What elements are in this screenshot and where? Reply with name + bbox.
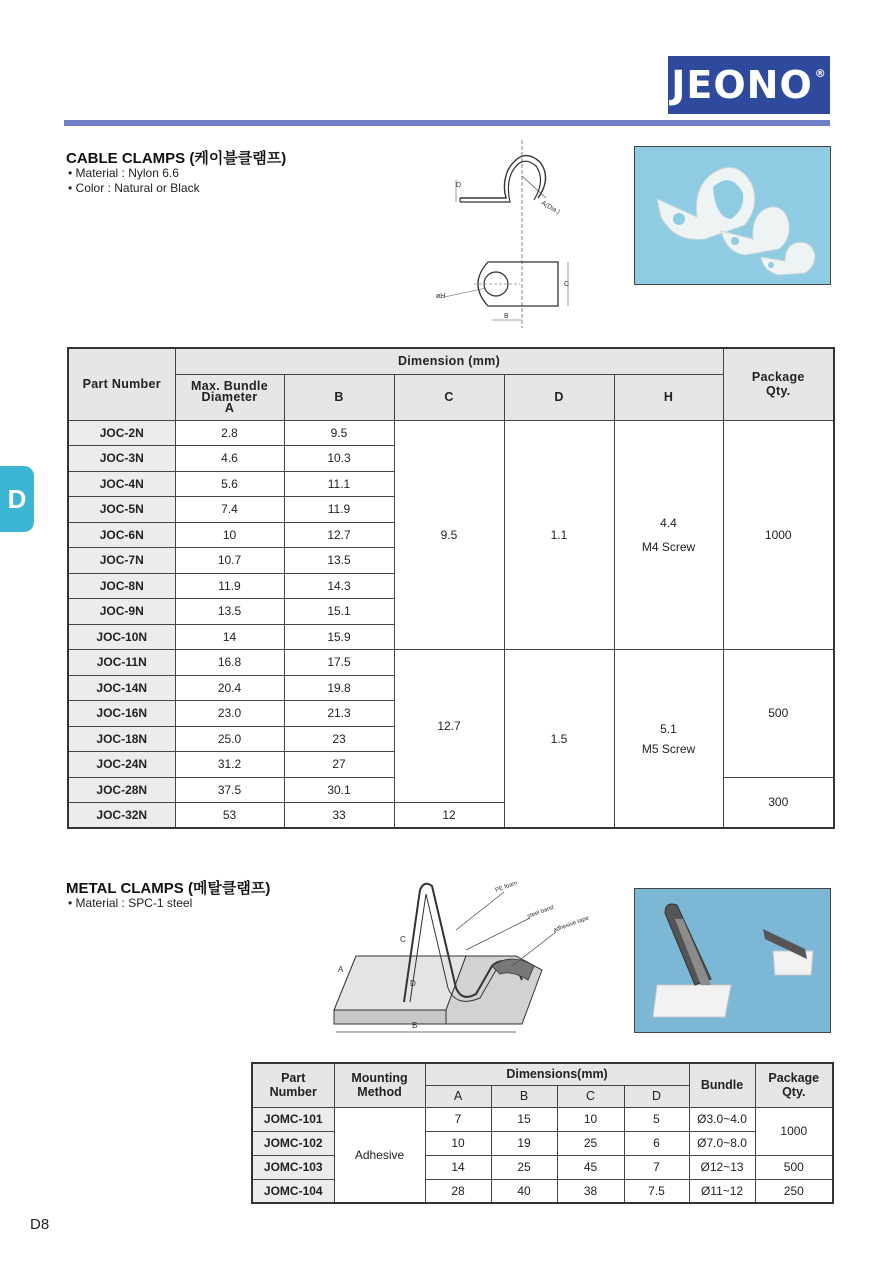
cell-a: 20.4	[175, 675, 284, 701]
cell-b: 17.5	[284, 650, 394, 676]
header-b: B	[284, 374, 394, 420]
header-part-line2: Number	[269, 1085, 317, 1100]
part-number: JOC-18N	[68, 726, 175, 752]
part-number: JOC-6N	[68, 522, 175, 548]
cell-d-group1: 1.1	[504, 420, 614, 650]
cell-a: 10.7	[175, 548, 284, 574]
part-number: JOC-16N	[68, 701, 175, 727]
cell-b: 15.9	[284, 624, 394, 650]
cell-c: 38	[557, 1179, 624, 1203]
cell-bundle: Ø7.0~8.0	[689, 1131, 755, 1155]
metal-clamps-table	[251, 1062, 834, 1204]
cell-b: 12.7	[284, 522, 394, 548]
cell-pkg-group3: 300	[723, 777, 834, 828]
header-part-line1: Part	[281, 1071, 306, 1086]
header-package-qty	[723, 348, 834, 420]
header-package-qty	[755, 1063, 833, 1107]
cell-a: 13.5	[175, 599, 284, 625]
header-d: D	[504, 374, 614, 420]
header-d: D	[624, 1085, 689, 1107]
dim-b-label: B	[504, 313, 509, 320]
spec-color: • Color : Natural or Black	[68, 181, 200, 196]
cell-b: 33	[284, 803, 394, 829]
cell-a: 25.0	[175, 726, 284, 752]
header-bundle: Bundle	[689, 1063, 755, 1107]
cell-b: 11.1	[284, 471, 394, 497]
cell-c-last: 12	[394, 803, 504, 829]
cell-a: 7	[425, 1107, 491, 1131]
metal-clamp-diagram	[316, 870, 606, 1040]
dim-c-label: C	[400, 935, 406, 944]
header-mount-line1: Mounting	[351, 1071, 408, 1086]
header-package-line1: Package	[751, 370, 805, 385]
cell-a: 5.6	[175, 471, 284, 497]
cell-h-group2	[614, 650, 723, 829]
cell-a: 14	[425, 1155, 491, 1179]
cell-pkg-103: 500	[755, 1155, 833, 1179]
cell-a: 2.8	[175, 420, 284, 446]
part-number: JOMC-103	[252, 1155, 334, 1179]
cell-a: 23.0	[175, 701, 284, 727]
cell-b: 19.8	[284, 675, 394, 701]
header-a	[175, 374, 284, 420]
dim-b-label: B	[412, 1021, 418, 1030]
part-number: JOC-32N	[68, 803, 175, 829]
header-package-line2: Qty.	[765, 384, 791, 399]
cell-a: 11.9	[175, 573, 284, 599]
header-a-line1: Max. Bundle	[191, 378, 268, 393]
cell-d-group2: 1.5	[504, 650, 614, 829]
cell-a: 10	[425, 1131, 491, 1155]
cell-mounting: Adhesive	[334, 1107, 425, 1203]
dim-a-label: A(Dia.)	[540, 199, 562, 216]
brand-name: JEONO	[671, 63, 813, 107]
header-h: H	[614, 374, 723, 420]
header-a-line3: A	[224, 400, 235, 415]
header-mount-line2: Method	[357, 1085, 402, 1100]
part-number: JOC-4N	[68, 471, 175, 497]
cell-h-group1	[614, 420, 723, 650]
header-package-line1: Package	[768, 1071, 820, 1086]
part-number: JOC-5N	[68, 497, 175, 523]
cell-b: 15	[491, 1107, 557, 1131]
dim-d-label: D	[456, 182, 462, 189]
cell-bundle: Ø3.0~4.0	[689, 1107, 755, 1131]
header-c: C	[557, 1085, 624, 1107]
cable-clamp-diagram	[430, 140, 580, 328]
cell-c: 25	[557, 1131, 624, 1155]
part-number: JOMC-104	[252, 1179, 334, 1203]
cell-d: 7.5	[624, 1179, 689, 1203]
cell-c-group2: 12.7	[394, 650, 504, 803]
cell-pkg-group2: 500	[723, 650, 834, 778]
cell-d: 7	[624, 1155, 689, 1179]
header-dimensions: Dimensions(mm)	[425, 1063, 689, 1085]
part-number: JOC-3N	[68, 446, 175, 472]
header-mounting-method	[334, 1063, 425, 1107]
cell-bundle: Ø11~12	[689, 1179, 755, 1203]
registered-mark: ®	[814, 66, 827, 80]
cable-clamp-photo	[634, 146, 831, 285]
cell-d: 6	[624, 1131, 689, 1155]
cell-b: 21.3	[284, 701, 394, 727]
cell-a: 53	[175, 803, 284, 829]
h-group1-line1: 4.4	[660, 515, 677, 530]
pe-foam-label: PE foam	[494, 880, 519, 894]
header-c: C	[394, 374, 504, 420]
h-group2-line2: M5 Screw	[641, 741, 696, 756]
cell-a: 16.8	[175, 650, 284, 676]
part-number: JOC-8N	[68, 573, 175, 599]
cell-b: 25	[491, 1155, 557, 1179]
part-number: JOC-14N	[68, 675, 175, 701]
h-group2-line1: 5.1	[660, 721, 677, 736]
cell-b: 15.1	[284, 599, 394, 625]
part-number: JOMC-102	[252, 1131, 334, 1155]
cell-b: 40	[491, 1179, 557, 1203]
table-row	[252, 1107, 833, 1131]
cable-clamps-specs	[68, 166, 200, 196]
h-group1-line2: M4 Screw	[641, 539, 696, 554]
part-number: JOC-7N	[68, 548, 175, 574]
cell-d: 5	[624, 1107, 689, 1131]
dim-a-label: A	[338, 965, 344, 974]
cell-b: 23	[284, 726, 394, 752]
adhesive-tape-label: adhesive tape	[552, 915, 590, 934]
cell-b: 30.1	[284, 777, 394, 803]
header-part-number	[252, 1063, 334, 1107]
table-row	[68, 650, 834, 676]
steel-band-label: steel band	[526, 904, 555, 920]
part-number: JOC-24N	[68, 752, 175, 778]
cell-c: 45	[557, 1155, 624, 1179]
metal-clamp-photo	[634, 888, 831, 1033]
cell-pkg-group1: 1000	[755, 1107, 833, 1155]
section-tab[interactable]: D	[0, 466, 34, 532]
page-number: D8	[30, 1216, 50, 1233]
spec-material: • Material : SPC-1 steel	[68, 896, 192, 911]
part-number: JOC-11N	[68, 650, 175, 676]
jeono-logo	[668, 56, 830, 114]
cell-bundle: Ø12~13	[689, 1155, 755, 1179]
cell-a: 37.5	[175, 777, 284, 803]
part-number: JOC-28N	[68, 777, 175, 803]
part-number: JOC-10N	[68, 624, 175, 650]
cell-pkg-104: 250	[755, 1179, 833, 1203]
cable-clamps-title: CABLE CLAMPS (케이블클램프)	[66, 150, 287, 167]
part-number: JOMC-101	[252, 1107, 334, 1131]
header-part-number: Part Number	[68, 348, 175, 420]
cell-a: 4.6	[175, 446, 284, 472]
cell-a: 7.4	[175, 497, 284, 523]
part-number: JOC-2N	[68, 420, 175, 446]
cell-pkg-group1: 1000	[723, 420, 834, 650]
cell-c: 10	[557, 1107, 624, 1131]
dim-d-label: D	[410, 979, 416, 988]
cell-b: 14.3	[284, 573, 394, 599]
header-dimension: Dimension (mm)	[175, 348, 723, 374]
header-a: A	[425, 1085, 491, 1107]
cell-a: 14	[175, 624, 284, 650]
dim-c-label: C	[564, 281, 570, 288]
cell-b: 13.5	[284, 548, 394, 574]
header-package-line2: Qty.	[782, 1085, 806, 1100]
header-a-line2: Diameter	[201, 389, 258, 404]
cell-c-group1: 9.5	[394, 420, 504, 650]
cell-b: 10.3	[284, 446, 394, 472]
spec-material: • Material : Nylon 6.6	[68, 166, 200, 181]
metal-clamps-specs	[68, 896, 192, 911]
cell-b: 27	[284, 752, 394, 778]
cell-a: 31.2	[175, 752, 284, 778]
metal-clamps-title: METAL CLAMPS (메탈클램프)	[66, 880, 271, 897]
part-number: JOC-9N	[68, 599, 175, 625]
table-row	[68, 420, 834, 446]
cell-a: 28	[425, 1179, 491, 1203]
cell-b: 9.5	[284, 420, 394, 446]
cell-a: 10	[175, 522, 284, 548]
header-rule	[64, 120, 830, 126]
header-b: B	[491, 1085, 557, 1107]
cell-b: 19	[491, 1131, 557, 1155]
cable-clamps-table	[67, 347, 835, 829]
dim-h-label: øH	[436, 293, 446, 300]
cell-b: 11.9	[284, 497, 394, 523]
